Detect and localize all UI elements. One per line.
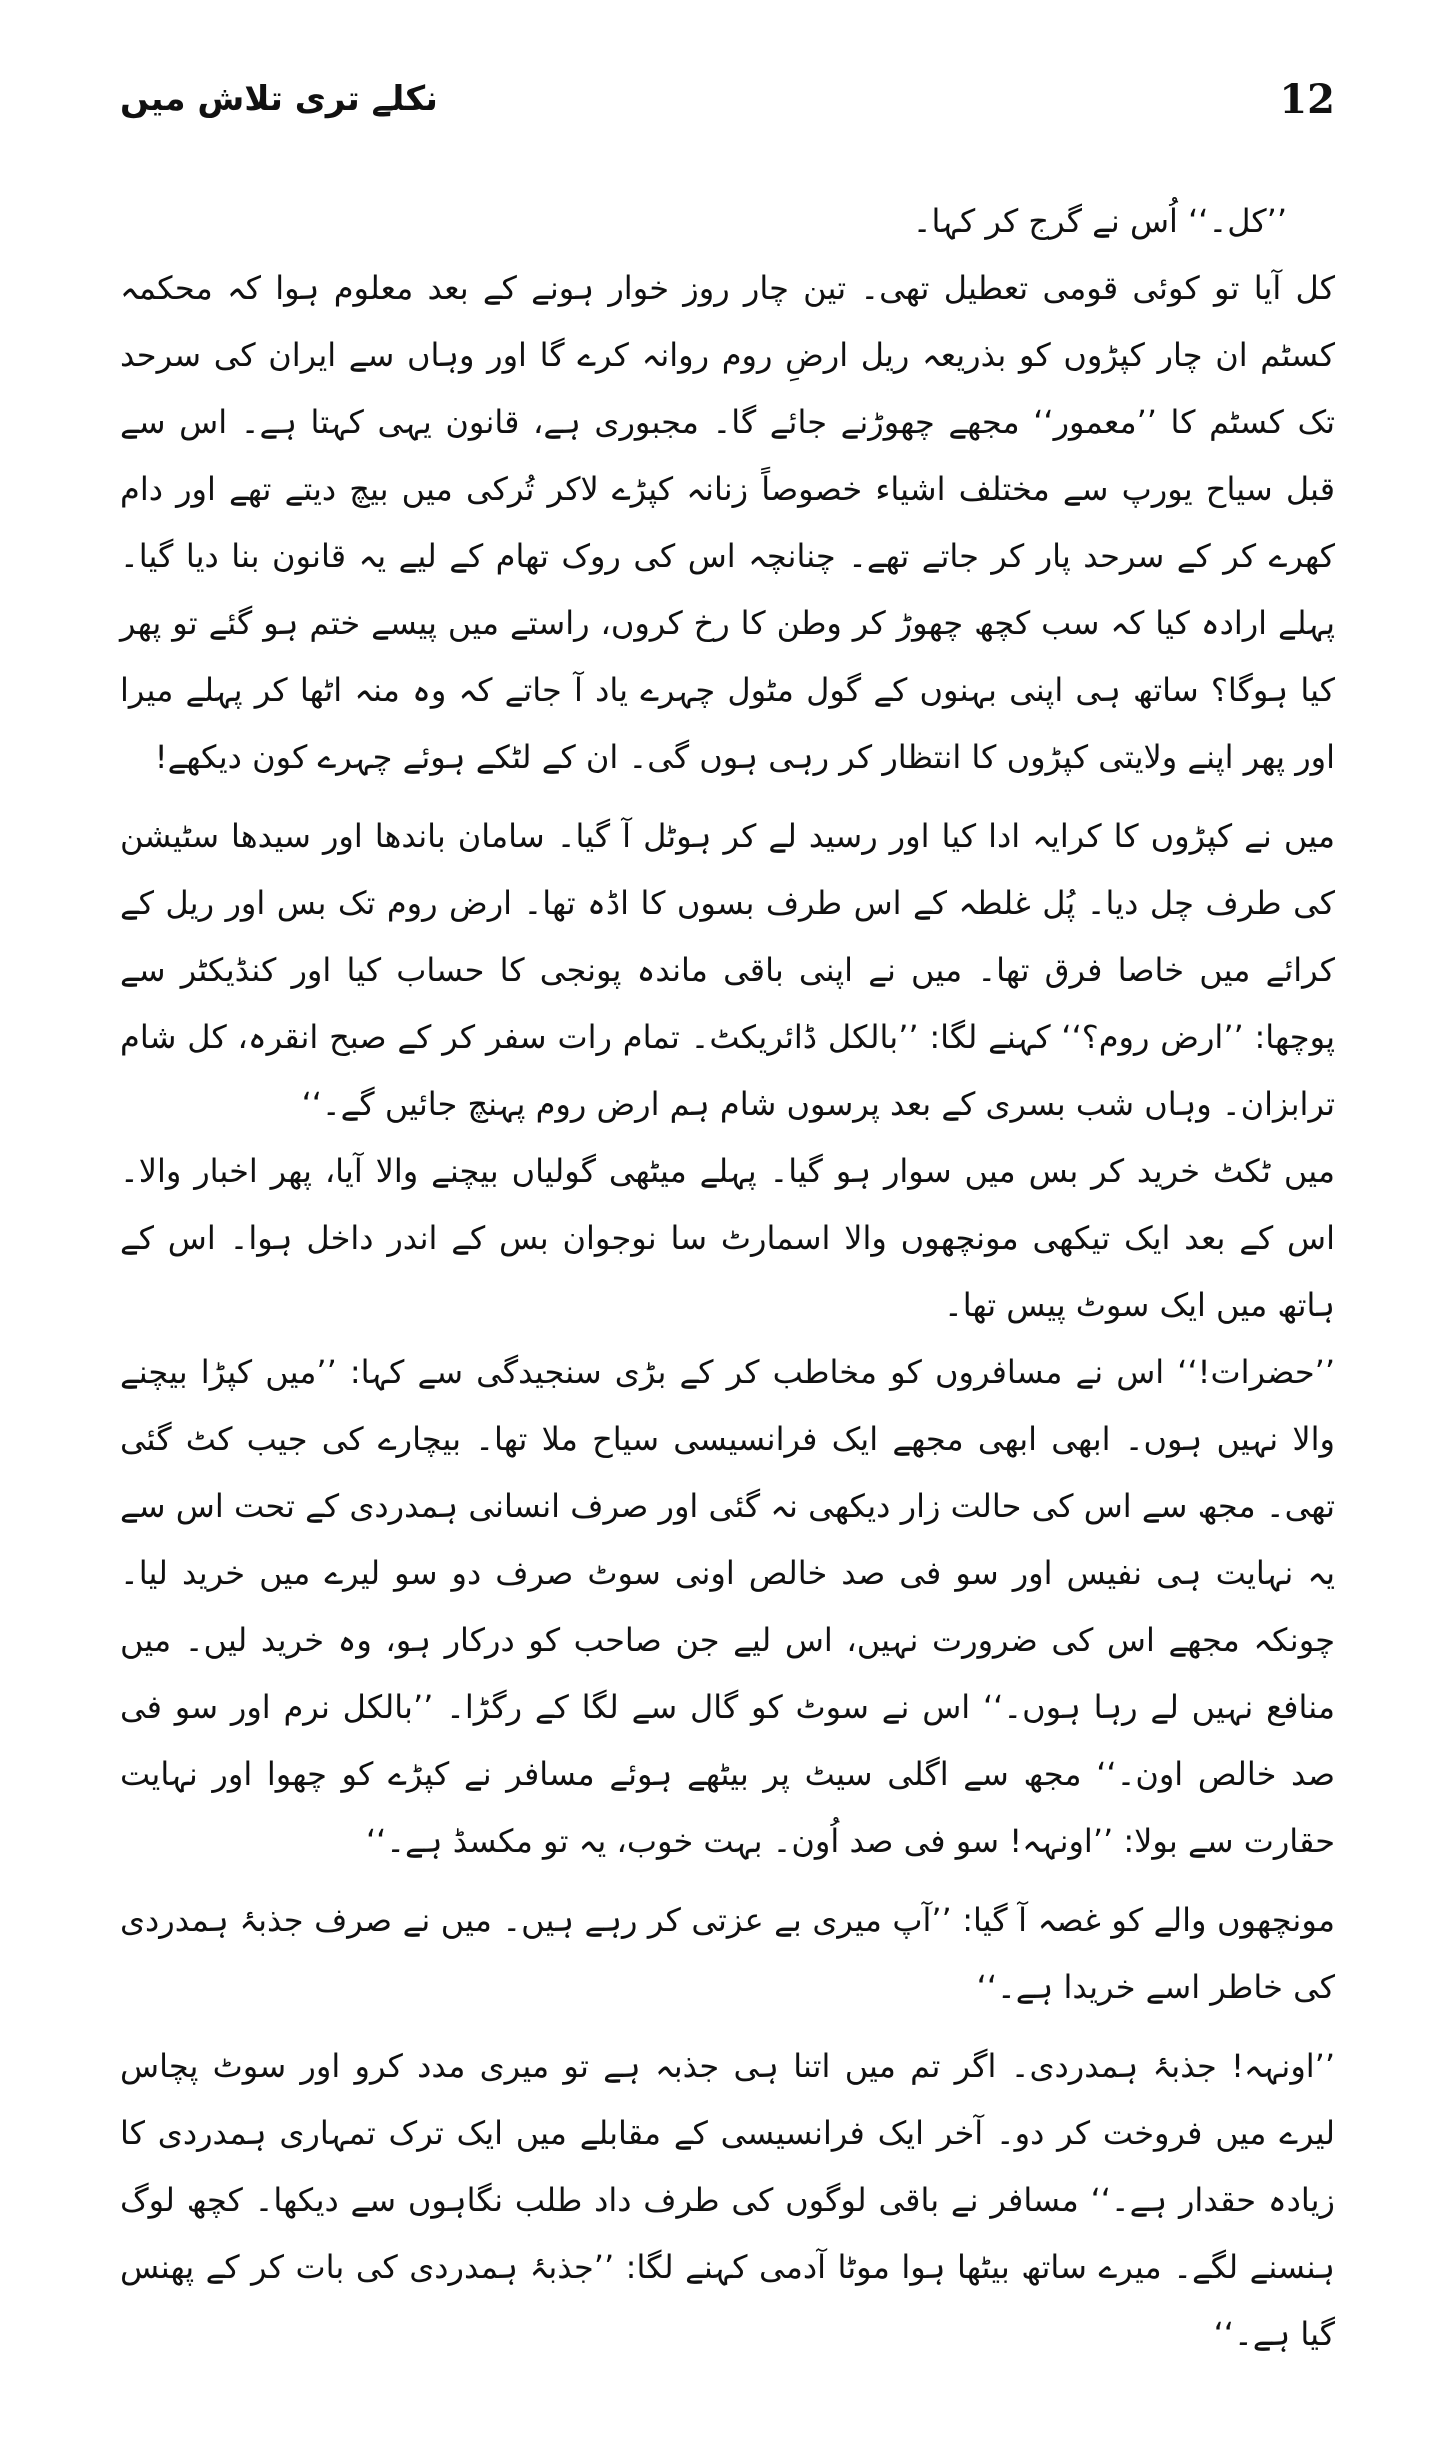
paragraph-passenger-reply: ’’اونہہ! جذبۂ ہمدردی۔ اگر تم میں اتنا ہی جذبہ ہے تو میری مدد کرو اور سوٹ پچاس لیرے میں فروخت کر دو۔ آخر ایک فرانسیسی کے مقابلے میں ایک ترک تمہاری ہمدردی کا زیادہ حقدار ہے۔‘‘ مسافر نے باقی لوگوں کی طرف داد طلب نگاہوں سے دیکھا۔ کچھ لوگ ہنسنے لگے۔ میرے ساتھ بیٹھا ہوا موٹا آدمی کہنے لگا: ’’جذبۂ ہمدردی کی بات کر کے پھنس گیا ہے۔‘‘ [120, 2047, 1335, 2353]
running-title: نکلے تری تلاش میں [120, 79, 438, 119]
paragraph-bus-ride: میں ٹکٹ خرید کر بس میں سوار ہو گیا۔ پہلے میٹھی گولیاں بیچنے والا آیا، پھر اخبار والا۔ اس کے بعد ایک تیکھی مونچھوں والا اسمارٹ سا نوجوان بس کے اندر داخل ہوا۔ اس کے ہاتھ میں ایک سوٹ پیس تھا۔ [120, 1152, 1335, 1324]
paragraph-customs: کل آیا تو کوئی قومی تعطیل تھی۔ تین چار روز خوار ہونے کے بعد معلوم ہوا کہ محکمہ کسٹم ان چار کپڑوں کو بذریعہ ریل ارضِ روم روانہ کرے گا اور وہاں سے ایران کی سرحد تک کسٹم کا ’’معمور‘‘ مجھے چھوڑنے جائے گا۔ مجبوری ہے، قانون یہی کہتا ہے۔ اس سے قبل سیاح یورپ سے مختلف اشیاء خصوصاً زنانہ کپڑے لاکر تُرکی میں بیچ دیتے تھے اور دام کھرے کر کے سرحد پار کر جاتے تھے۔ چنانچہ اس کی روک تھام کے لیے یہ قانون بنا دیا گیا۔ پہلے ارادہ کیا کہ سب کچھ چھوڑ کر وطن کا رخ کروں، راستے میں پیسے ختم ہو گئے تو پھر کیا ہوگا؟ ساتھ ہی اپنی بہنوں کے گول مٹول چہرے یاد آ جاتے کہ وہ منہ اٹھا کر پہلے میرا اور پھر اپنے ولایتی کپڑوں کا انتظار کر رہی ہوں گی۔ ان کے لٹکے ہوئے چہرے کون دیکھے! [120, 269, 1336, 776]
page-header [120, 70, 1335, 150]
body-text [120, 188, 1335, 2368]
paragraph-dialogue-1: ’’کل۔‘‘ اُس نے گرج کر کہا۔ [912, 202, 1287, 240]
paragraph-mustache-reply: مونچھوں والے کو غصہ آ گیا: ’’آپ میری بے عزتی کر رہے ہیں۔ میں نے صرف جذبۂ ہمدردی کی خاطر اسے خریدا ہے۔‘‘ [120, 1901, 1335, 2006]
paragraph-salesman: ’’حضرات!‘‘ اس نے مسافروں کو مخاطب کر کے بڑی سنجیدگی سے کہا: ’’میں کپڑا بیچنے والا نہیں ہوں۔ ابھی ابھی مجھے ایک فرانسیسی سیاح ملا تھا۔ بیچارے کی جیب کٹ گئی تھی۔ مجھ سے اس کی حالت زار دیکھی نہ گئی اور صرف انسانی ہمدردی کے تحت اس سے یہ نہایت ہی نفیس اور سو فی صد خالص اونی سوٹ صرف دو سو لیرے میں خرید لیا۔ چونکہ مجھے اس کی ضرورت نہیں، اس لیے جن صاحب کو درکار ہو، وہ خرید لیں۔ میں منافع نہیں لے رہا ہوں۔‘‘ اس نے سوٹ کو گال سے لگا کے رگڑا۔ ’’بالکل نرم اور سو فی صد خالص اون۔‘‘ مجھ سے اگلی سیٹ پر بیٹھے ہوئے مسافر نے کپڑے کو چھوا اور نہایت حقارت سے بولا: ’’اونہہ! سو فی صد اُون۔ بہت خوب، یہ تو مکسڈ ہے۔‘‘ [120, 1353, 1335, 1860]
page-number: 12 [1279, 76, 1335, 123]
paragraph-bus-station: میں نے کپڑوں کا کرایہ ادا کیا اور رسید لے کر ہوٹل آ گیا۔ سامان باندھا اور سیدھا سٹیشن کی طرف چل دیا۔ پُل غلطہ کے اس طرف بسوں کا اڈہ تھا۔ ارض روم تک بس اور ریل کے کرائے میں خاصا فرق تھا۔ میں نے اپنی باقی ماندہ پونجی کا حساب کیا اور کنڈیکٹر سے پوچھا: ’’ارض روم؟‘‘ کہنے لگا: ’’بالکل ڈائریکٹ۔ تمام رات سفر کر کے صبح انقرہ، کل شام ترابزان۔ وہاں شب بسری کے بعد پرسوں شام ہم ارض روم پہنچ جائیں گے۔‘‘ [120, 817, 1336, 1123]
